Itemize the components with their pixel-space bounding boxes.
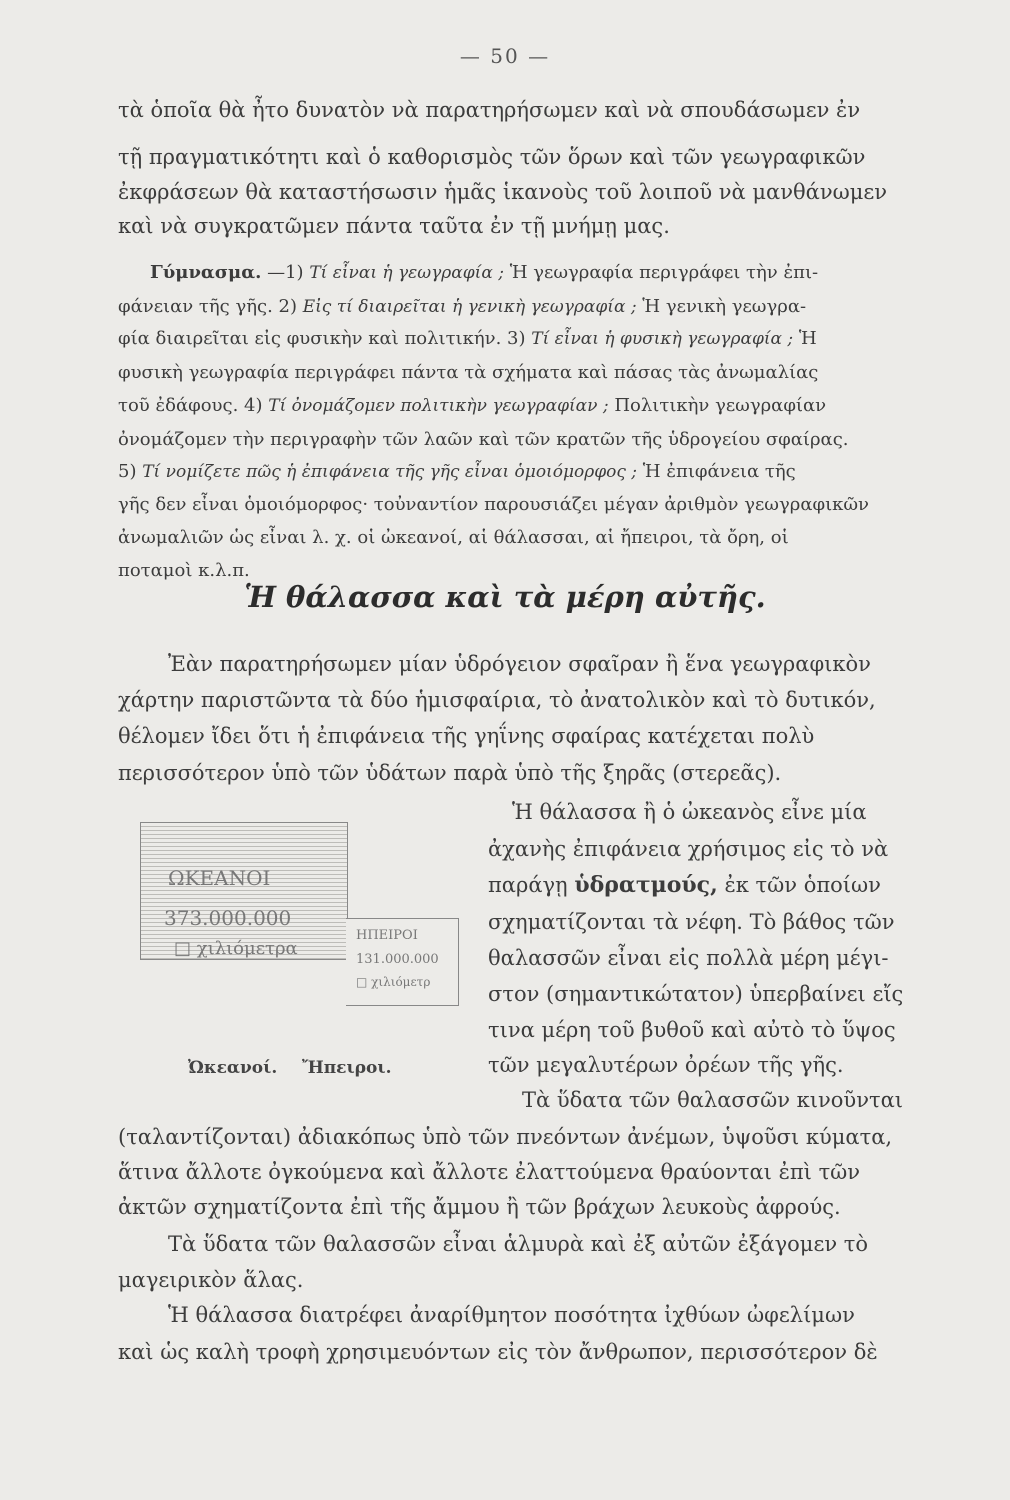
para-line: τινα μέρη τοῦ βυθοῦ καὶ αὐτὸ τὸ ὕψος xyxy=(488,1018,896,1042)
para-line: ἀκτῶν σχηματίζοντα ἐπὶ τῆς ἄμμου ἢ τῶν βράχων λευκοὺς ἀφρούς. xyxy=(118,1195,841,1219)
para-line: Ἐὰν παρατηρήσωμεν μίαν ὑδρόγειον σφαῖραν ἢ ἕνα γεωγραφικὸν xyxy=(168,652,871,676)
para-line: Ἡ θάλασσα διατρέφει ἀναρίθμητον ποσότητα ἰχθύων ὠφελίμων xyxy=(168,1303,855,1327)
para-line: παράγῃ ὑδρατμούς, ἐκ τῶν ὁποίων xyxy=(488,872,881,898)
ocean-label: ΩΚΕΑΝΟΙ xyxy=(168,866,271,890)
para-line: χάρτην παριστῶντα τὰ δύο ἡμισφαίρια, τὸ ἀνατολικὸν καὶ τὸ δυτικόν, xyxy=(118,688,876,712)
exercise-line: ἀνωμαλιῶν ὡς εἶναι λ. χ. οἱ ὠκεανοί, αἱ θάλασσαι, αἱ ἤπειροι, τὰ ὄρη, οἱ xyxy=(118,527,789,548)
para-line: Ἡ θάλασσα ἢ ὁ ὠκεανὸς εἶνε μία xyxy=(512,800,867,824)
emphasis-term: ὑδρατμούς, xyxy=(574,872,718,898)
exercise-line: 5) Τί νομίζετε πῶς ἡ ἐπιφάνεια τῆς γῆς εἶναι ὁμοιόμορφος ; Ἡ ἐπιφάνεια τῆς xyxy=(118,461,796,482)
caption-continents: Ἤπειροι. xyxy=(302,1058,392,1078)
para-line: καὶ ὡς καλὴ τροφὴ χρησιμευόντων εἰς τὸν ἄνθρωπον, περισσότερον δὲ xyxy=(118,1340,878,1364)
exercise-line: φάνειαν τῆς γῆς. 2) Εἰς τί διαιρεῖται ἡ γενικὴ γεωγραφία ; Ἡ γενικὴ γεωγρα- xyxy=(118,296,807,317)
para-line: Τὰ ὕδατα τῶν θαλασσῶν εἶναι ἁλμυρὰ καὶ ἐξ αὐτῶν ἐξάγομεν τὸ xyxy=(168,1232,869,1256)
para-line: Τὰ ὕδατα τῶν θαλασσῶν κινοῦνται xyxy=(522,1088,903,1112)
caption-oceans: Ὠκεανοί. xyxy=(188,1058,278,1078)
para-line: στον (σημαντικώτατον) ὑπερβαίνει εἴς xyxy=(488,982,904,1006)
land-area-value: 131.000.000 xyxy=(356,952,439,967)
para-line: τῶν μεγαλυτέρων ὀρέων τῆς γῆς. xyxy=(488,1053,844,1077)
para-line: (ταλαντίζονται) ἀδιακόπως ὑπὸ τῶν πνεόντων ἀνέμων, ὑψοῦσι κύματα, xyxy=(118,1125,893,1149)
exercise-line: ὀνομάζομεν τὴν περιγραφὴν τῶν λαῶν καὶ τῶν κρατῶν τῆς ὑδρογείου σφαίρας. xyxy=(118,429,849,450)
page-number: — 50 — xyxy=(459,44,551,68)
intro-line: τὰ ὁποῖα θὰ ἦτο δυνατὸν νὰ παρατηρήσωμεν καὶ νὰ σπουδάσωμεν ἐν xyxy=(118,98,861,122)
land-label: ΗΠΕΙΡΟΙ xyxy=(356,928,418,943)
ocean-area-value: 373.000.000 xyxy=(164,906,292,930)
para-line: θέλομεν ἴδει ὅτι ἡ ἐπιφάνεια τῆς γηΐνης σφαίρας κατέχεται πολὺ xyxy=(118,724,815,748)
land-area-unit: □ χιλιόμετρ xyxy=(356,975,431,989)
ocean-area-unit: □ χιλιόμετρα xyxy=(174,938,298,959)
intro-line: τῇ πραγματικότητι καὶ ὁ καθορισμὸς τῶν ὅρων καὶ τῶν γεωγραφικῶν xyxy=(118,145,866,169)
para-line: ἀχανὴς ἐπιφάνεια χρήσιμος εἰς τὸ νὰ xyxy=(488,837,889,861)
para-line: ἅτινα ἄλλοτε ὀγκούμενα καὶ ἄλλοτε ἐλαττούμενα θραύονται ἐπὶ τῶν xyxy=(118,1160,861,1184)
exercise-line: φυσικὴ γεωγραφία περιγράφει πάντα τὰ σχήματα καὶ πάσας τὰς ἀνωμαλίας xyxy=(118,362,819,383)
para-line: μαγειρικὸν ἅλας. xyxy=(118,1268,304,1292)
intro-line: καὶ νὰ συγκρατῶμεν πάντα ταῦτα ἐν τῇ μνήμῃ μας. xyxy=(118,214,670,238)
exercise-line: φία διαιρεῖται εἰς φυσικὴν καὶ πολιτικήν. 3) Τί εἶναι ἡ φυσικὴ γεωγραφία ; Ἡ xyxy=(118,328,817,349)
para-line: θαλασσῶν εἶναι εἰς πολλὰ μέρη μέγι- xyxy=(488,946,889,970)
exercise-line: Γύμνασμα. —1) Τί εἶναι ἡ γεωγραφία ; Ἡ γεωγραφία περιγράφει τὴν ἐπι- xyxy=(150,262,819,283)
exercise-line: τοῦ ἐδάφους. 4) Τί ὀνομάζομεν πολιτικὴν γεωγραφίαν ; Πολιτικὴν γεωγραφίαν xyxy=(118,395,827,416)
para-line: σχηματίζονται τὰ νέφη. Τὸ βάθος τῶν xyxy=(488,910,895,934)
exercise-line: ποταμοὶ κ.λ.π. xyxy=(118,560,250,581)
section-title: Ἡ θάλασσα καὶ τὰ μέρη αὐτῆς. xyxy=(244,580,766,614)
exercise-line: γῆς δεν εἶναι ὁμοιόμορφος· τοὐναντίον παρουσιάζει μέγαν ἀριθμὸν γεωγραφικῶν xyxy=(118,494,869,515)
exercise-label: Γύμνασμα. xyxy=(150,262,262,283)
intro-line: ἐκφράσεων θὰ καταστήσωσιν ἡμᾶς ἱκανοὺς τοῦ λοιποῦ νὰ μανθάνωμεν xyxy=(118,180,888,204)
para-line: περισσότερον ὑπὸ τῶν ὑδάτων παρὰ ὑπὸ τῆς ξηρᾶς (στερεᾶς). xyxy=(118,761,782,785)
